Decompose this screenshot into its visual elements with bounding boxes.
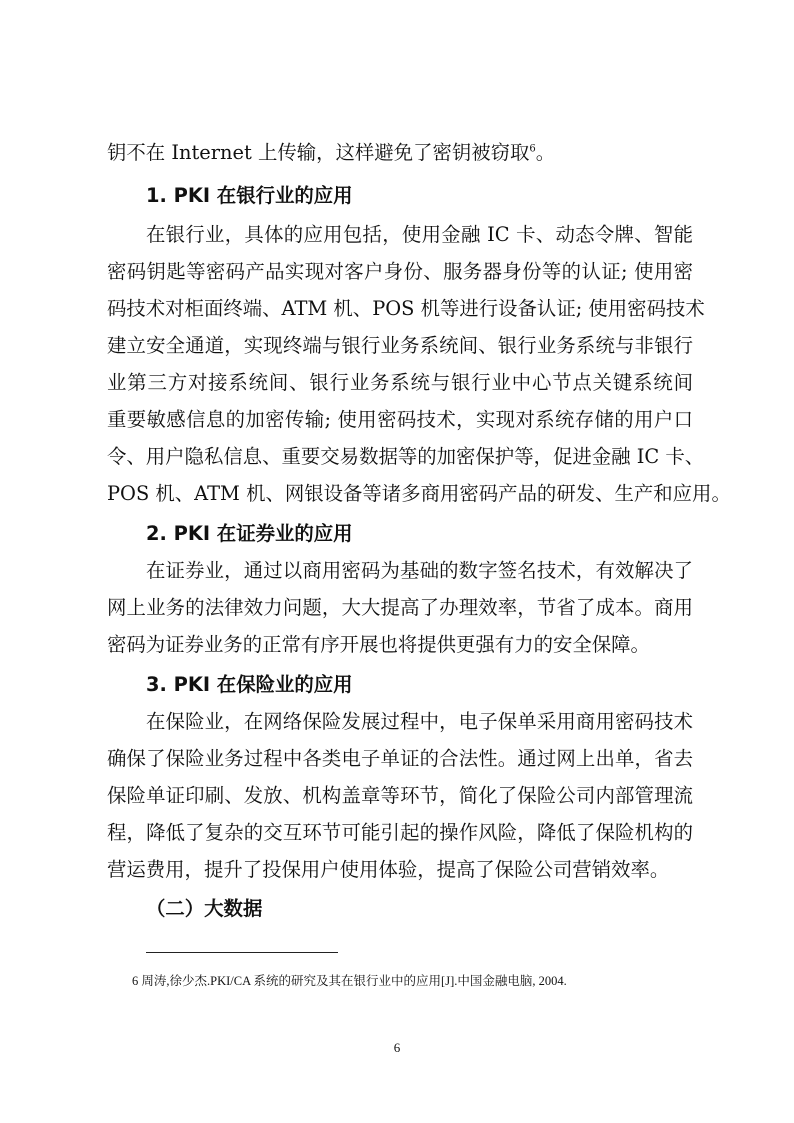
- paragraph-line: 密码钥匙等密码产品实现对客户身份、服务器身份等的认证; 使用密: [107, 260, 693, 283]
- section-heading-banking: 1. PKI 在银行业的应用: [146, 184, 353, 207]
- section-heading-insurance: 3. PKI 在保险业的应用: [146, 673, 353, 696]
- footnote-reference[interactable]: 6: [529, 143, 536, 155]
- paragraph-line: 业第三方对接系统间、银行业务系统与银行业中心节点关键系统间: [107, 371, 693, 394]
- paragraph-line: 确保了保险业务过程中各类电子单证的合法性。通过网上出单，省去: [107, 747, 693, 770]
- footnote-divider: [146, 952, 338, 953]
- paragraph-line: 令、用户隐私信息、重要交易数据等的加密保护等，促进金融 IC 卡、: [107, 445, 705, 468]
- paragraph-line: 在保险业，在网络保险发展过程中，电子保单采用商用密码技术: [146, 710, 693, 733]
- page-number: 6: [393, 1040, 401, 1055]
- paragraph-line: 程，降低了复杂的交互环节可能引起的操作风险，降低了保险机构的: [107, 821, 693, 844]
- paragraph-line: 在证券业，通过以商用密码为基础的数字签名技术，有效解决了: [146, 559, 693, 582]
- footnote: 6 周涛,徐少杰.PKI/CA 系统的研究及其在银行业中的应用[J].中国金融电脑, 2004.: [132, 974, 567, 988]
- paragraph-line: 密码为证券业务的正常有序开展也将提供更强有力的安全保障。: [107, 633, 650, 656]
- paragraph-line: 重要敏感信息的加密传输; 使用密码技术，实现对系统存储的用户口: [107, 408, 693, 431]
- section-heading-securities: 2. PKI 在证券业的应用: [146, 522, 353, 545]
- paragraph-line: 保险单证印刷、发放、机构盖章等环节，简化了保险公司内部管理流: [107, 784, 693, 807]
- intro-text: 钥不在 Internet 上传输，这样避免了密钥被窃取: [107, 141, 530, 164]
- paragraph-line: 码技术对柜面终端、ATM 机、POS 机等进行设备认证; 使用密码技术: [107, 297, 705, 320]
- paragraph-line: 营运费用，提升了投保用户使用体验，提高了保险公司营销效率。: [107, 858, 670, 881]
- paragraph-line: POS 机、ATM 机、网银设备等诸多商用密码产品的研发、生产和应用。: [107, 482, 731, 505]
- subsection-heading-big-data: （二）大数据: [146, 897, 263, 920]
- paragraph-line: 网上业务的法律效力问题，大大提高了办理效率，节省了成本。商用: [107, 596, 693, 619]
- intro-period: 。: [535, 141, 556, 164]
- paragraph-line: 在银行业，具体的应用包括，使用金融 IC 卡、动态令牌、智能: [146, 223, 693, 246]
- paragraph-line: [107, 134, 693, 171]
- paragraph-line: 建立安全通道，实现终端与银行业务系统间、银行业务系统与非银行: [107, 334, 693, 357]
